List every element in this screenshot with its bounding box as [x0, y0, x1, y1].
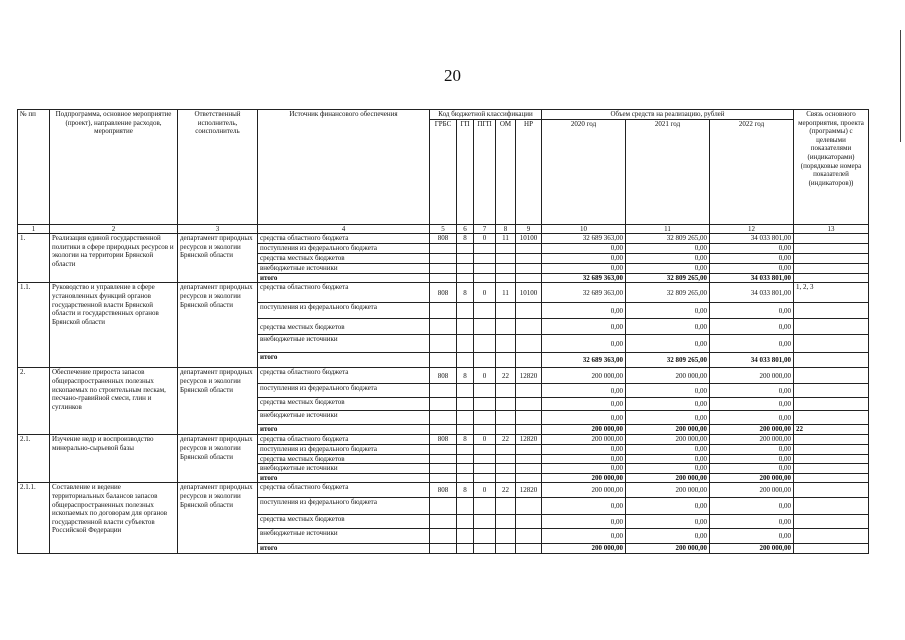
value-2020: 32 689 363,00: [542, 234, 626, 244]
value-2020: 200 000,00: [542, 435, 626, 445]
column-number: 6: [457, 224, 474, 234]
value-2020: 200 000,00: [542, 425, 626, 435]
value-2022: 34 033 801,00: [710, 353, 794, 368]
row-om: 22: [496, 483, 516, 498]
row-executor: департамент природных ресурсов и экологии Брянской области: [178, 283, 258, 368]
row-source: поступления из федерального бюджета: [258, 444, 430, 454]
row-pgp: 0: [474, 368, 496, 384]
row-num: 2.: [18, 368, 50, 435]
row-pgp: 0: [474, 283, 496, 303]
row-nr: 12820: [516, 435, 542, 445]
row-source: итого: [258, 473, 430, 483]
value-2022: 0,00: [710, 335, 794, 353]
row-program: Составление и ведение территориальных балансов запасов общераспространенных полезных ископаемых по договорам для органов государственной власти субъектов Российской Федерации: [50, 483, 178, 554]
value-2021: 200 000,00: [626, 473, 710, 483]
row-source: средства местных бюджетов: [258, 254, 430, 264]
header-executor: Ответственный исполнитель, соисполнитель: [178, 110, 258, 225]
row-nr: 10100: [516, 283, 542, 303]
value-2020: 200 000,00: [542, 473, 626, 483]
row-nr: 12820: [516, 368, 542, 384]
value-2021: 32 809 265,00: [626, 353, 710, 368]
row-gp: 8: [457, 368, 474, 384]
row-nr: 12820: [516, 483, 542, 498]
row-source: средства местных бюджетов: [258, 319, 430, 335]
row-executor: департамент природных ресурсов и экологии Брянской области: [178, 435, 258, 483]
value-2020: 0,00: [542, 384, 626, 398]
header-2020: 2020 год: [542, 119, 626, 224]
header-num: № пп: [18, 110, 50, 225]
row-program: Обеспечение прироста запасов общераспространенных полезных ископаемых по строительным пескам, песчано-гравийной смеси, глин и суглинков: [50, 368, 178, 435]
column-number: 3: [178, 224, 258, 234]
value-2021: 0,00: [626, 529, 710, 544]
value-2020: 0,00: [542, 529, 626, 544]
value-2021: 200 000,00: [626, 425, 710, 435]
column-number: 12: [710, 224, 794, 234]
column-number: 1: [18, 224, 50, 234]
value-2020: 0,00: [542, 464, 626, 474]
value-2020: 0,00: [542, 264, 626, 274]
row-link: [794, 435, 869, 445]
value-2021: 200 000,00: [626, 435, 710, 445]
value-2021: 0,00: [626, 335, 710, 353]
column-number: 9: [516, 224, 542, 234]
row-link: 22: [794, 425, 869, 435]
header-nr: НР: [516, 119, 542, 224]
value-2021: 32 809 265,00: [626, 283, 710, 303]
table-row: [18, 368, 869, 384]
header-volume: Объем средств на реализацию, рублей: [542, 110, 794, 120]
value-2020: 0,00: [542, 454, 626, 464]
row-link: [794, 234, 869, 244]
value-2021: 0,00: [626, 515, 710, 529]
row-program: Руководство и управление в сфере установленных функций органов государственной власти Брянской области и государственных органов Брянской области: [50, 283, 178, 368]
page-number: 20: [444, 66, 461, 85]
row-num: 2.1.1.: [18, 483, 50, 554]
value-2020: 0,00: [542, 254, 626, 264]
header-gp: ГП: [457, 119, 474, 224]
row-source: средства областного бюджета: [258, 234, 430, 244]
value-2022: 200 000,00: [710, 425, 794, 435]
column-number: 13: [794, 224, 869, 234]
value-2021: 0,00: [626, 254, 710, 264]
row-executor: департамент природных ресурсов и экологии Брянской области: [178, 234, 258, 283]
value-2020: 0,00: [542, 319, 626, 335]
row-program: Изучение недр и воспроизводство минерально-сырьевой базы: [50, 435, 178, 483]
value-2020: 200 000,00: [542, 368, 626, 384]
value-2022: 0,00: [710, 444, 794, 454]
value-2022: 0,00: [710, 303, 794, 319]
row-source: средства местных бюджетов: [258, 515, 430, 529]
value-2021: 0,00: [626, 319, 710, 335]
value-2022: 200 000,00: [710, 368, 794, 384]
value-2022: 200 000,00: [710, 473, 794, 483]
header-link: Связь основного мероприятия, проекта (программы) с целевыми показателями (индикаторами) (порядковые номера показателей (индикаторов)): [794, 110, 869, 225]
row-num: 1.: [18, 234, 50, 283]
row-source: итого: [258, 273, 430, 283]
row-source: средства местных бюджетов: [258, 398, 430, 411]
budget-table: [17, 109, 869, 554]
row-om: 22: [496, 368, 516, 384]
row-source: итого: [258, 353, 430, 368]
row-source: средства областного бюджета: [258, 483, 430, 498]
value-2021: 0,00: [626, 454, 710, 464]
column-number: 4: [258, 224, 430, 234]
value-2022: 200 000,00: [710, 544, 794, 554]
value-2021: 0,00: [626, 303, 710, 319]
row-pgp: 0: [474, 435, 496, 445]
header-om: ОМ: [496, 119, 516, 224]
row-gp: 8: [457, 435, 474, 445]
group-1-1: [18, 283, 869, 368]
header-2021: 2021 год: [626, 119, 710, 224]
row-link: 1, 2, 3: [794, 283, 869, 303]
group-2-1: [18, 435, 869, 483]
value-2020: 0,00: [542, 444, 626, 454]
value-2022: 0,00: [710, 515, 794, 529]
value-2021: 0,00: [626, 264, 710, 274]
value-2022: 0,00: [710, 244, 794, 254]
row-gp: 8: [457, 283, 474, 303]
value-2020: 0,00: [542, 398, 626, 411]
value-2022: 0,00: [710, 254, 794, 264]
header-2022: 2022 год: [710, 119, 794, 224]
value-2020: 0,00: [542, 244, 626, 254]
table-row: [18, 435, 869, 445]
page-edge-line: [900, 30, 901, 142]
value-2021: 0,00: [626, 444, 710, 454]
column-number: 7: [474, 224, 496, 234]
row-executor: департамент природных ресурсов и экологии Брянской области: [178, 483, 258, 554]
column-number: 2: [50, 224, 178, 234]
value-2022: 0,00: [710, 398, 794, 411]
row-link: [794, 483, 869, 498]
row-source: средства областного бюджета: [258, 368, 430, 384]
value-2022: 0,00: [710, 411, 794, 425]
row-grbs: 808: [430, 483, 457, 498]
row-source: итого: [258, 425, 430, 435]
value-2020: 200 000,00: [542, 544, 626, 554]
row-om: 22: [496, 435, 516, 445]
row-pgp: 0: [474, 483, 496, 498]
value-2021: 32 809 265,00: [626, 234, 710, 244]
header-source: Источник финансового обеспечения: [258, 110, 430, 225]
row-om: 11: [496, 234, 516, 244]
row-source: поступления из федерального бюджета: [258, 244, 430, 254]
column-number-row: [18, 224, 869, 234]
row-grbs: 808: [430, 435, 457, 445]
row-source: средства областного бюджета: [258, 435, 430, 445]
value-2022: 200 000,00: [710, 435, 794, 445]
value-2020: 32 689 363,00: [542, 283, 626, 303]
row-source: поступления из федерального бюджета: [258, 303, 430, 319]
row-source: внебюджетные источники: [258, 464, 430, 474]
value-2022: 0,00: [710, 319, 794, 335]
column-number: 5: [430, 224, 457, 234]
value-2021: 0,00: [626, 411, 710, 425]
value-2021: 0,00: [626, 398, 710, 411]
table-row: [18, 283, 869, 303]
row-source: поступления из федерального бюджета: [258, 498, 430, 515]
value-2022: 34 033 801,00: [710, 234, 794, 244]
value-2022: 0,00: [710, 464, 794, 474]
row-om: 11: [496, 283, 516, 303]
column-number: 10: [542, 224, 626, 234]
row-source: итого: [258, 544, 430, 554]
value-2022: 0,00: [710, 264, 794, 274]
row-gp: 8: [457, 483, 474, 498]
value-2021: 0,00: [626, 464, 710, 474]
value-2021: 200 000,00: [626, 483, 710, 498]
group-1: [18, 234, 869, 283]
value-2021: 200 000,00: [626, 368, 710, 384]
value-2020: 0,00: [542, 498, 626, 515]
value-2022: 0,00: [710, 384, 794, 398]
row-grbs: 808: [430, 283, 457, 303]
value-2021: 200 000,00: [626, 544, 710, 554]
row-executor: департамент природных ресурсов и экологии Брянской области: [178, 368, 258, 435]
row-num: 2.1.: [18, 435, 50, 483]
row-num: 1.1.: [18, 283, 50, 368]
value-2021: 0,00: [626, 244, 710, 254]
row-source: средства местных бюджетов: [258, 454, 430, 464]
row-grbs: 808: [430, 368, 457, 384]
header-budget-code: Код бюджетной классификации: [430, 110, 542, 120]
header-grbs: ГРБС: [430, 119, 457, 224]
group-2-1-1: [18, 483, 869, 554]
value-2020: 0,00: [542, 411, 626, 425]
budget-table-container: [17, 109, 869, 554]
value-2020: 0,00: [542, 303, 626, 319]
value-2022: 34 033 801,00: [710, 283, 794, 303]
value-2020: 32 689 363,00: [542, 273, 626, 283]
value-2020: 200 000,00: [542, 483, 626, 498]
row-nr: 10100: [516, 234, 542, 244]
group-2: [18, 368, 869, 435]
row-source: поступления из федерального бюджета: [258, 384, 430, 398]
value-2022: 200 000,00: [710, 483, 794, 498]
header-program: Подпрограмма, основное мероприятие (проект), направление расходов, мероприятие: [50, 110, 178, 225]
column-number: 8: [496, 224, 516, 234]
row-source: средства областного бюджета: [258, 283, 430, 303]
value-2021: 32 809 265,00: [626, 273, 710, 283]
value-2022: 34 033 801,00: [710, 273, 794, 283]
row-pgp: 0: [474, 234, 496, 244]
row-gp: 8: [457, 234, 474, 244]
header-pgp: ПГП: [474, 119, 496, 224]
row-source: внебюджетные источники: [258, 529, 430, 544]
value-2022: 0,00: [710, 454, 794, 464]
value-2022: 0,00: [710, 529, 794, 544]
value-2020: 0,00: [542, 515, 626, 529]
row-grbs: 808: [430, 234, 457, 244]
column-number: 11: [626, 224, 710, 234]
value-2020: 0,00: [542, 335, 626, 353]
row-source: внебюджетные источники: [258, 335, 430, 353]
value-2020: 32 689 363,00: [542, 353, 626, 368]
row-program: Реализация единой государственной политики в сфере природных ресурсов и экологии на территории Брянской области: [50, 234, 178, 283]
table-row: [18, 483, 869, 498]
row-source: внебюджетные источники: [258, 264, 430, 274]
table-row: [18, 234, 869, 244]
row-source: внебюджетные источники: [258, 411, 430, 425]
value-2022: 0,00: [710, 498, 794, 515]
value-2021: 0,00: [626, 498, 710, 515]
value-2021: 0,00: [626, 384, 710, 398]
table-header: [18, 110, 869, 234]
